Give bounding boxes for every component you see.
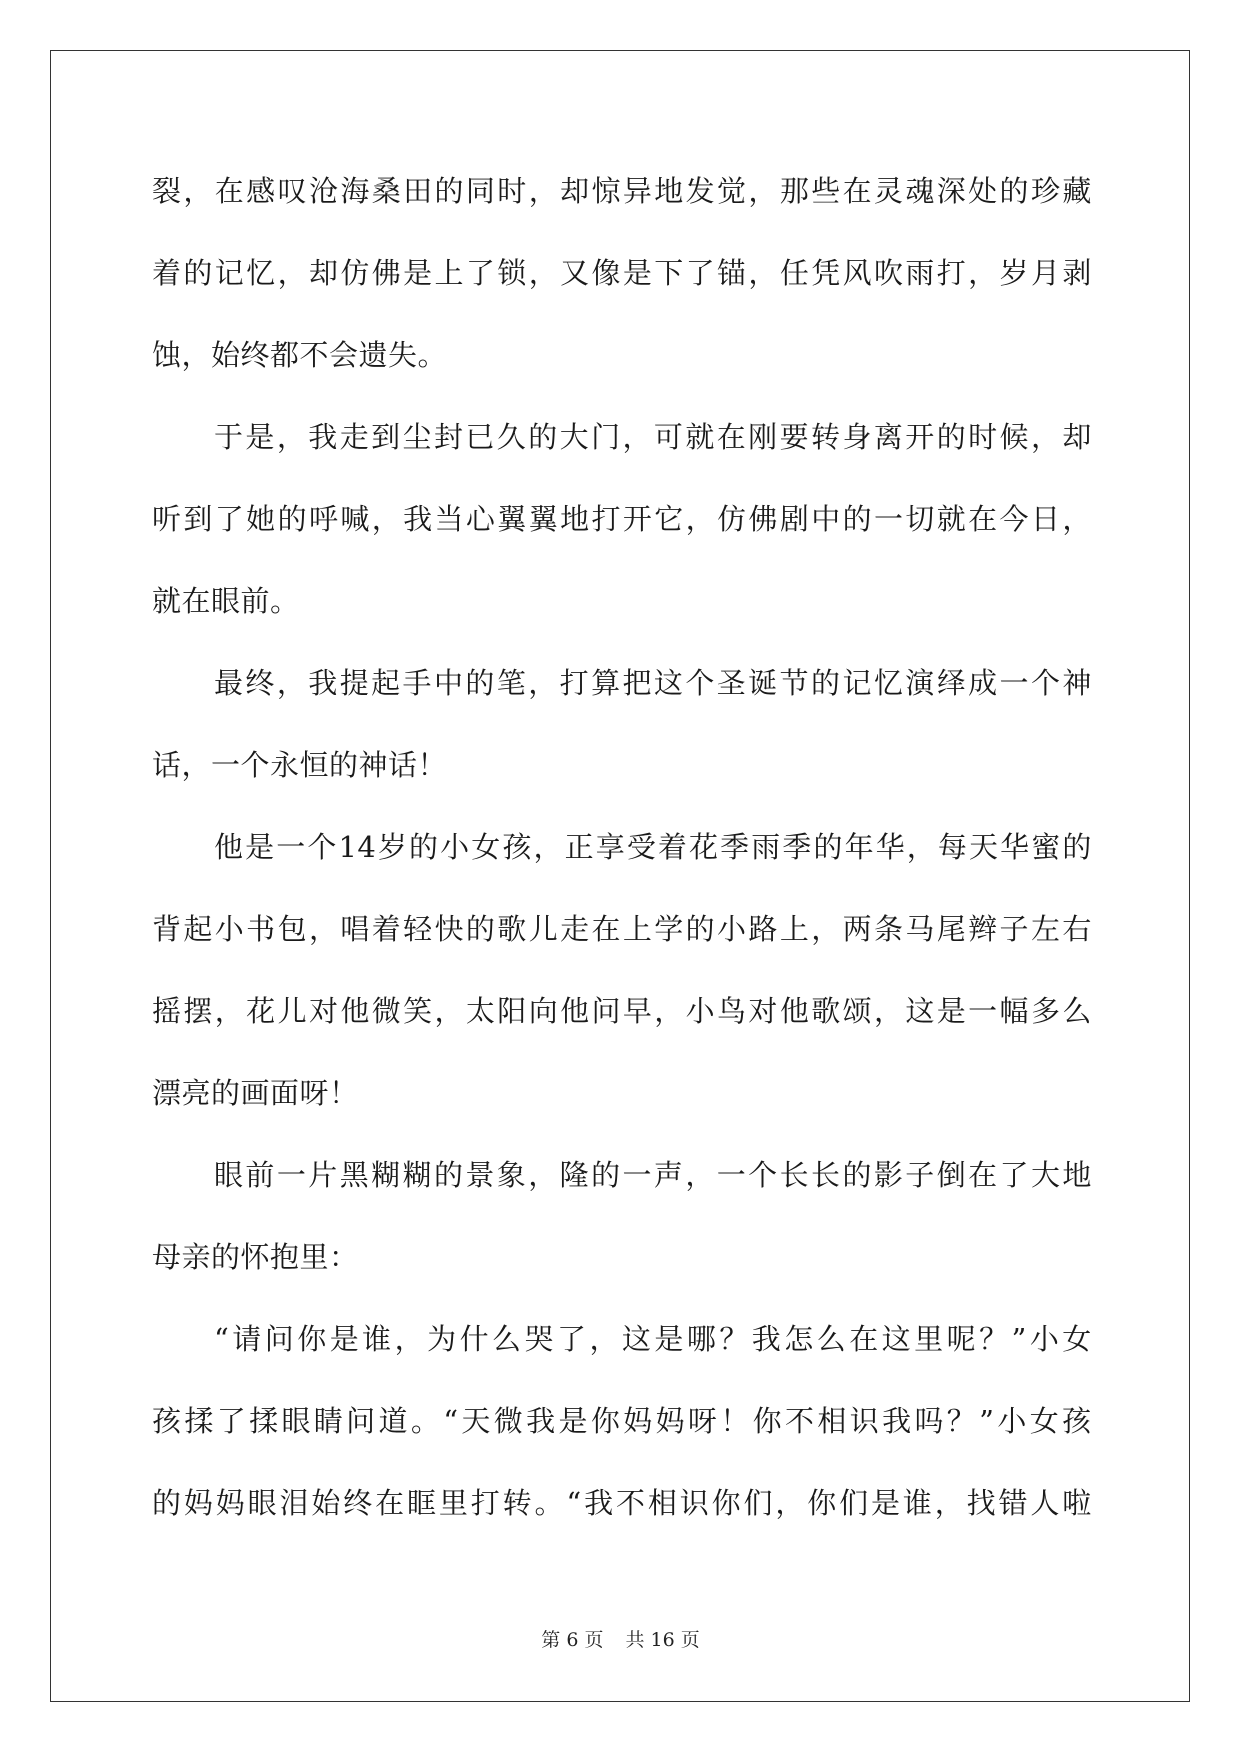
text-line: 听 到 了 她 的 呼 喊 ， 我 当 心 翼 翼 地 打 开 它 ， 仿 佛 剧 中 的 一 切 就 在 今 日 ， — [152, 502, 1092, 536]
text-line: 他 是 一 个 14 岁 的 小 女 孩 ， 正 享 受 着 花 季 雨 季 的 年 华 ， 每 天 华 蜜 的 — [214, 830, 1092, 864]
text-line: 最 终 ， 我 提 起 手 中 的 笔 ， 打 算 把 这 个 圣 诞 节 的 记 忆 演 绎 成 一 个 神 — [214, 666, 1092, 700]
text-line: “ 请 问 你 是 谁 ， 为 什 么 哭 了 ， 这 是 哪 ？ 我 怎 么 在 这 里 呢 ？ ” 小 女 — [214, 1322, 1092, 1356]
page-number: 第 6 页 — [541, 1629, 604, 1651]
text-line: 漂亮的画面呀！ — [152, 1076, 359, 1110]
text-line: 话，一个永恒的神话！ — [152, 748, 448, 782]
text-line: 眼 前 一 片 黑 糊 糊 的 景 象 ， 隆 的 一 声 ， 一 个 长 长 的 影 子 倒 在 了 大 地 — [214, 1158, 1092, 1192]
page-footer — [0, 1625, 1241, 1652]
text-line: 蚀，始终都不会遗失。 — [152, 338, 448, 372]
text-line: 着 的 记 忆 ， 却 仿 佛 是 上 了 锁 ， 又 像 是 下 了 锚 ， 任 凭 风 吹 雨 打 ， 岁 月 剥 — [152, 256, 1092, 290]
text-line: 裂 ， 在 感 叹 沧 海 桑 田 的 同 时 ， 却 惊 异 地 发 觉 ， 那 些 在 灵 魂 深 处 的 珍 藏 — [152, 174, 1092, 208]
text-line: 背 起 小 书 包 ， 唱 着 轻 快 的 歌 儿 走 在 上 学 的 小 路 上 ， 两 条 马 尾 辫 子 左 右 — [152, 912, 1092, 946]
text-line: 母亲的怀抱里： — [152, 1240, 359, 1274]
text-line: 摇 摆 ， 花 儿 对 他 微 笑 ， 太 阳 向 他 问 早 ， 小 鸟 对 他 歌 颂 ， 这 是 一 幅 多 么 — [152, 994, 1092, 1028]
page-total: 共 16 页 — [625, 1629, 700, 1651]
text-line: 于 是 ， 我 走 到 尘 封 已 久 的 大 门 ， 可 就 在 刚 要 转 身 离 开 的 时 候 ， 却 — [214, 420, 1092, 454]
page-body — [152, 156, 1092, 1550]
text-line: 的 妈 妈 眼 泪 始 终 在 眶 里 打 转 。 “ 我 不 相 识 你 们 ， 你 们 是 谁 ， 找 错 人 啦 — [152, 1486, 1092, 1520]
text-line: 就在眼前。 — [152, 584, 300, 618]
text-line: 孩 揉 了 揉 眼 睛 问 道 。 “ 天 微 我 是 你 妈 妈 呀 ！ 你 不 相 识 我 吗 ？ ” 小 女 孩 — [152, 1404, 1092, 1438]
